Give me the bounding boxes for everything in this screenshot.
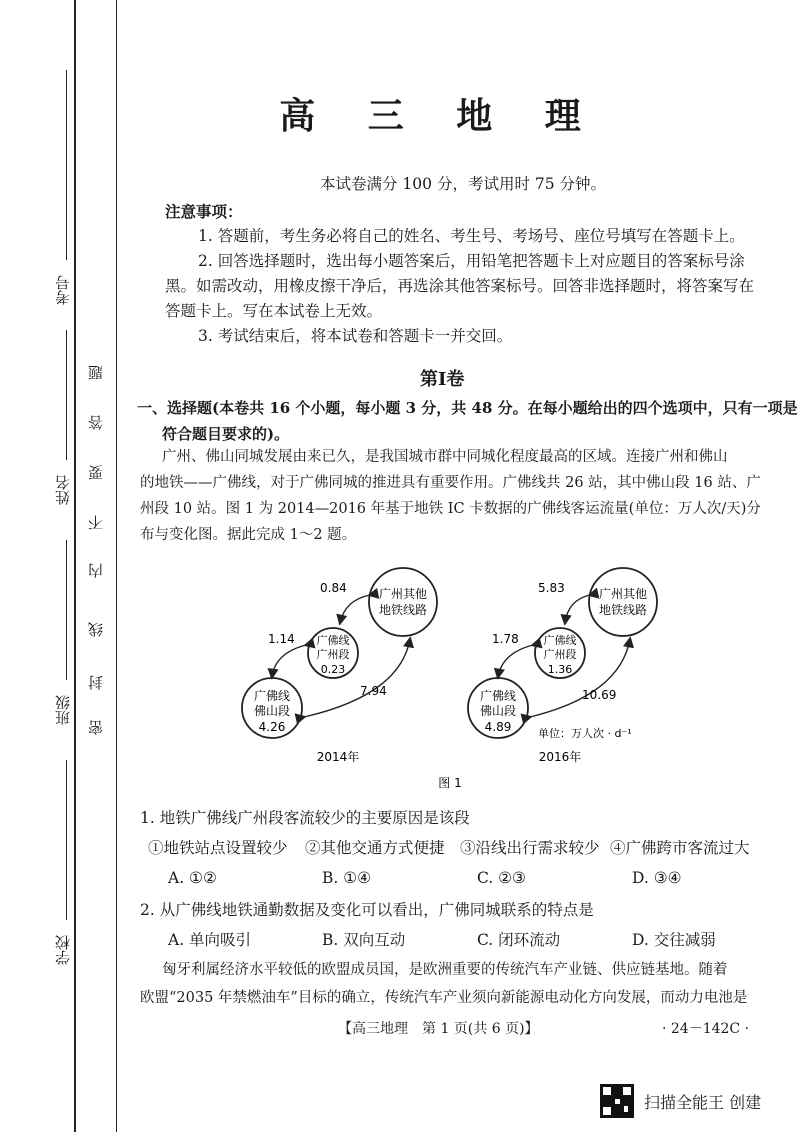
notice-heading: 注意事项： (165, 202, 243, 221)
notice-item-2-cont: 答题卡上。写在本试卷上无效。 (165, 302, 383, 320)
arrow (565, 595, 590, 623)
exam-info: 本试卷满分 100 分，考试用时 75 分钟。 (320, 175, 607, 193)
flow-value: 0.84 (320, 581, 347, 595)
q1-option-b: B. ①④ (322, 869, 372, 887)
scanner-text: 扫描全能王 创建 (644, 1092, 762, 1112)
node-label: 广州段 (543, 648, 577, 661)
arrow (272, 645, 306, 677)
node-gz-other-2014 (369, 568, 437, 636)
q1-statement: ②其他交通方式便捷 (305, 839, 445, 857)
seal-char: 不 (87, 515, 105, 530)
node-label: 广佛线 (253, 689, 291, 703)
q2-option-b: B. 双向互动 (322, 931, 406, 949)
unit-label: 单位：万人次 · d⁻¹ (538, 727, 632, 740)
page-footer: 【高三地理 第 1 页(共 6 页)】 (338, 1021, 539, 1037)
notice-item-3: 3. 考试结束后，将本试卷和答题卡一并交回。 (198, 327, 513, 345)
diagram-2014 (242, 568, 437, 764)
figure-1 (220, 565, 690, 805)
exam-no-label: 考号 (54, 275, 72, 305)
diagram-2016 (468, 568, 657, 764)
q2-option-a: A. 单向吸引 (168, 931, 252, 949)
scanner-watermark (600, 1084, 761, 1118)
flow-value: 1.14 (268, 632, 295, 646)
flow-value: 1.78 (492, 632, 519, 646)
exam-code: · 24－142C · (662, 1021, 750, 1037)
school-blank (66, 760, 67, 920)
flow-value: 1.36 (547, 663, 573, 676)
section-title: 第Ⅰ卷 (420, 369, 465, 390)
node-label: 广佛线 (316, 634, 350, 647)
q1-statement: ③沿线出行需求较少 (460, 839, 600, 857)
year-label: 2014年 (316, 750, 360, 764)
flow-value: 4.26 (258, 720, 286, 734)
q2-option-c: C. 闭环流动 (477, 931, 561, 949)
seal-char: 要 (87, 465, 105, 480)
notice-item-2-cont: 黑。如需改动，用橡皮擦干净后，再选涂其他答案标号。回答非选择题时，将答案写在 (165, 277, 755, 295)
flow-value: 0.23 (320, 663, 346, 676)
q1-statement: ④广佛跨市客流过大 (610, 839, 750, 857)
binding-line-outer (74, 0, 76, 1132)
passage-2-line: 欧盟“2035 年禁燃油车”目标的确立，传统汽车产业须向新能源电动化方向发展，而动力电池是 (140, 990, 748, 1006)
passage-1-line: 州段 10 站。图 1 为 2014—2016 年基于地铁 IC 卡数据的广佛线客运流量(单位：万人次/天)分 (140, 501, 761, 517)
q2-option-d: D. 交往减弱 (632, 931, 716, 949)
q1-statement: ①地铁站点设置较少 (148, 839, 288, 857)
binding-line-inner (116, 0, 117, 1132)
part-heading-cont: 符合题目要求的)。 (162, 425, 290, 443)
qr-code-icon (600, 1084, 634, 1118)
node-label: 广州其他 (378, 587, 428, 601)
node-label: 广州其他 (598, 587, 648, 601)
seal-char: 线 (87, 622, 105, 637)
class-blank (66, 540, 67, 680)
passage-1-line: 广州、佛山同城发展由来已久，是我国城市群中同城化程度最高的区域。连接广州和佛山 (162, 449, 728, 465)
node-gz-other-2016 (589, 568, 657, 636)
part-heading: 一、选择题(本卷共 16 个小题，每小题 3 分，共 48 分。在每小题给出的四个选项中，只有一项是 (137, 399, 798, 417)
node-label: 佛山段 (479, 704, 517, 718)
node-label: 地铁线路 (598, 603, 648, 617)
arrow (340, 595, 370, 623)
school-label: 学校 (54, 935, 72, 965)
page-title: 高 三 地 理 (279, 95, 601, 137)
node-label: 广佛线 (543, 634, 577, 647)
node-label: 地铁线路 (378, 603, 428, 617)
question-1-stem: 1. 地铁广佛线广州段客流较少的主要原因是该段 (140, 809, 470, 827)
figure-caption: 图 1 (438, 776, 462, 790)
node-label: 佛山段 (253, 704, 291, 718)
flow-value: 5.83 (538, 581, 565, 595)
flow-value: 7.94 (360, 684, 387, 698)
seal-char: 题 (87, 365, 105, 380)
seal-char: 答 (87, 415, 105, 430)
class-label: 班级 (54, 695, 72, 725)
name-label: 姓名 (54, 475, 72, 505)
year-label: 2016年 (538, 750, 582, 764)
node-label: 广佛线 (479, 689, 517, 703)
seal-char: 封 (87, 675, 105, 690)
seal-char: 内 (87, 563, 105, 578)
flow-value: 10.69 (582, 688, 617, 702)
q1-option-c: C. ②③ (477, 869, 526, 887)
arrow (498, 645, 533, 677)
passage-1-line: 的地铁——广佛线，对于广佛同城的推进具有重要作用。广佛线共 26 站，其中佛山段 16 站、广 (140, 475, 761, 491)
question-2-stem: 2. 从广佛线地铁通勤数据及变化可以看出，广佛同城联系的特点是 (140, 901, 594, 919)
node-label: 广州段 (316, 648, 350, 661)
q1-option-a: A. ①② (168, 869, 217, 887)
name-blank (66, 330, 67, 460)
notice-item-1: 1. 答题前，考生务必将自己的姓名、考生号、考场号、座位号填写在答题卡上。 (198, 227, 745, 245)
passage-2-line: 匈牙利属经济水平较低的欧盟成员国，是欧洲重要的传统汽车产业链、供应链基地。随着 (162, 962, 728, 978)
q1-option-d: D. ③④ (632, 869, 682, 887)
flow-value: 4.89 (484, 720, 512, 734)
passage-1-line: 布与变化图。据此完成 1～2 题。 (140, 527, 357, 543)
seal-char: 密 (87, 720, 105, 735)
notice-item-2: 2. 回答选择题时，选出每小题答案后，用铅笔把答题卡上对应题目的答案标号涂 (198, 252, 745, 270)
